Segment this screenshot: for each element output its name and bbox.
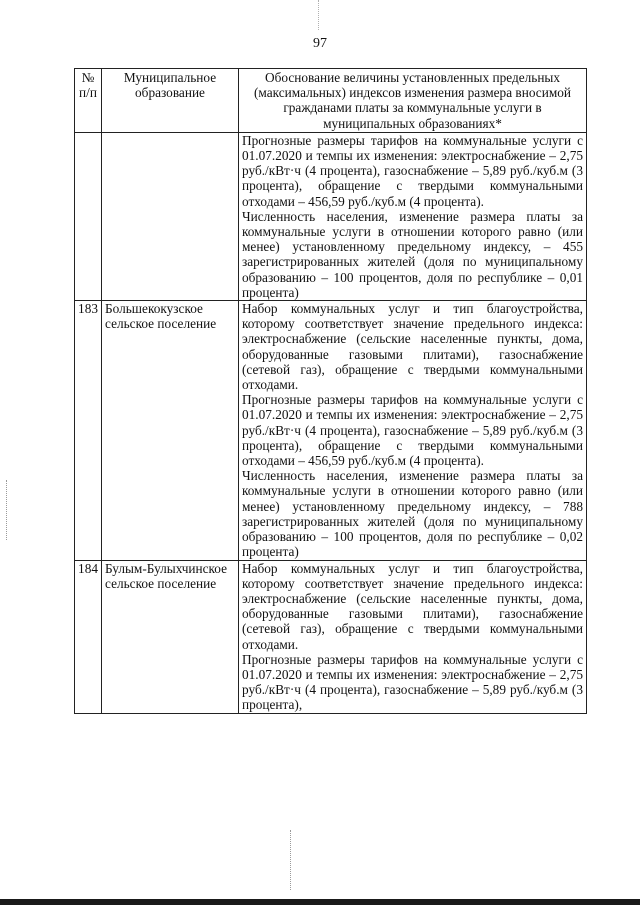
row-municipality (102, 132, 239, 300)
row-municipality: Большекокузское сельское поселение (102, 301, 239, 560)
row-number: 183 (75, 301, 102, 560)
row-justification (239, 132, 587, 300)
justification-paragraph: Набор коммунальных услуг и тип благоустройства, которому соответствует значение предельного индекса: электроснабжение (сельские населенные пункты, дома, оборудованные газовыми плитами), газоснабжение (сетевой газ), обращение с твердыми коммунальными отходами. (242, 560, 583, 652)
scan-artifact (290, 830, 293, 890)
scan-edge-bar (0, 899, 640, 905)
justification-paragraph: Прогнозные размеры тарифов на коммунальные услуги с 01.07.2020 и темпы их изменения: электроснабжение – 2,75 руб./кВт·ч (4 процента), газоснабжение – 5,89 руб./куб.м (3 процента), обращение с твердыми коммунальными отходами – 456,59 руб./куб.м (4 процента). (242, 392, 583, 469)
scan-artifact (318, 0, 321, 30)
header-number: № п/п (75, 69, 102, 133)
row-justification (239, 560, 587, 713)
justification-paragraph: Набор коммунальных услуг и тип благоустройства, которому соответствует значение предельного индекса: электроснабжение (сельские населенные пункты, дома, оборудованные газовыми плитами), газоснабжение (сетевой газ), обращение с твердыми коммунальными отходами. (242, 301, 583, 393)
justification-paragraph: Прогнозные размеры тарифов на коммунальные услуги с 01.07.2020 и темпы их изменения: электроснабжение – 2,75 руб./кВт·ч (4 процента), газоснабжение – 5,89 руб./куб.м (3 процента), обращение с твердыми коммунальными отходами – 456,59 руб./куб.м (4 процента). (242, 132, 583, 209)
header-justification: Обоснование величины установленных предельных (максимальных) индексов изменения размера вносимой гражданами платы за коммунальные услуги в муниципальных образованиях* (239, 69, 587, 133)
row-number: 184 (75, 560, 102, 713)
table-row (75, 560, 587, 713)
scan-artifact (6, 480, 9, 540)
justification-paragraph: Прогнозные размеры тарифов на коммунальные услуги с 01.07.2020 и темпы их изменения: электроснабжение – 2,75 руб./кВт·ч (4 процента), газоснабжение – 5,89 руб./куб.м (3 процента), (242, 651, 583, 713)
index-justification-table (74, 68, 587, 714)
justification-paragraph: Численность населения, изменение размера платы за коммунальные услуги в отношении которого равно (или менее) установленному предельному индексу, – 455 зарегистрированных жителей (доля по муниципальному образованию – 100 процентов, доля по республике – 0,01 процента) (242, 208, 583, 300)
row-municipality: Булым-Булыхчинское сельское поселение (102, 560, 239, 713)
row-justification (239, 301, 587, 560)
table-header-row (75, 69, 587, 133)
header-municipality: Муниципальное образование (102, 69, 239, 133)
row-number (75, 132, 102, 300)
table-row (75, 301, 587, 560)
page-number: 97 (313, 36, 327, 51)
justification-paragraph: Численность населения, изменение размера платы за коммунальные услуги в отношении которого равно (или менее) установленному предельному индексу, – 788 зарегистрированных жителей (доля по муниципальному образованию – 100 процентов, доля по республике – 0,02 процента) (242, 468, 583, 560)
table-row (75, 132, 587, 300)
